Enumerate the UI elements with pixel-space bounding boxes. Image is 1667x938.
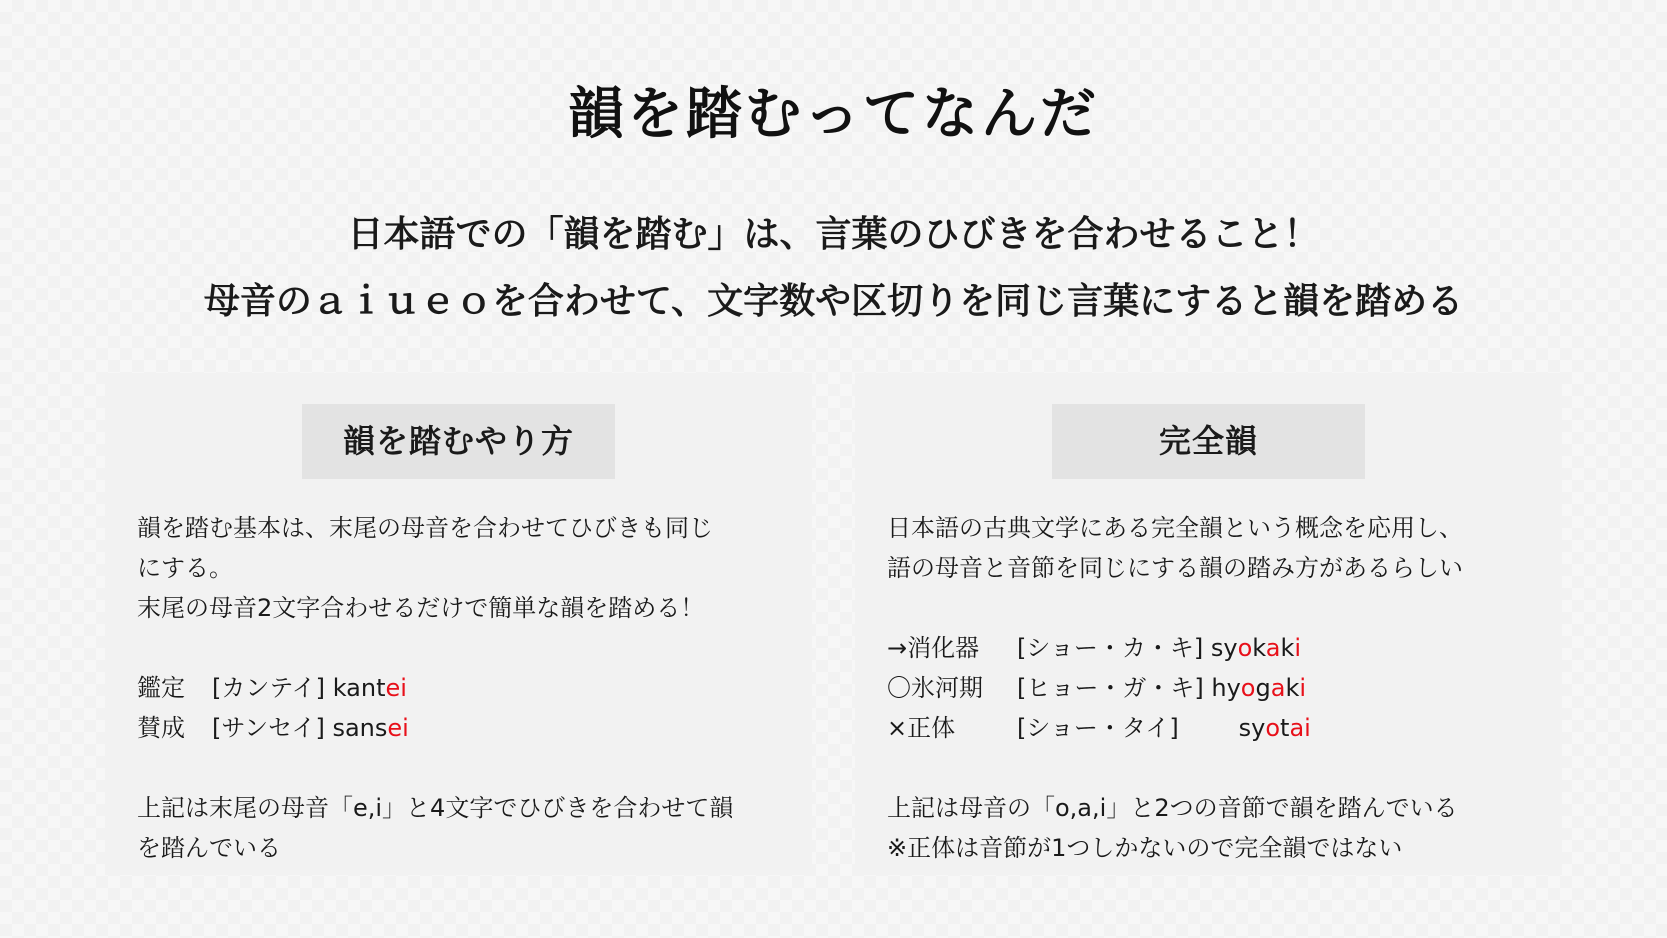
example-row bbox=[137, 708, 797, 748]
romaji-vowel-highlight: o bbox=[1237, 634, 1253, 662]
intro-line: 語の母音と音節を同じにする韻の踏み方があるらしい bbox=[887, 554, 1463, 582]
example-row bbox=[887, 668, 1547, 708]
example-row bbox=[887, 628, 1547, 668]
romaji-vowel-highlight: o bbox=[1240, 674, 1256, 702]
example-kana: [カンテイ] bbox=[212, 674, 326, 702]
intro-line: 末尾の母音2文字合わせるだけで簡単な韻を踏める！ bbox=[137, 594, 705, 622]
intro-line: 韻を踏む基本は、末尾の母音を合わせてひびきも同じ bbox=[137, 514, 713, 542]
example-romaji bbox=[333, 674, 407, 702]
rhyme-method-panel bbox=[105, 373, 812, 875]
example-term: 〇氷河期 bbox=[887, 674, 983, 702]
spacer bbox=[137, 628, 797, 668]
example-term: 賛成 bbox=[137, 714, 185, 742]
example-kana: [ショー・カ・キ] bbox=[1017, 634, 1204, 662]
perfect-rhyme-heading: 完全韻 bbox=[1052, 404, 1365, 479]
example-row bbox=[887, 708, 1547, 748]
example-romaji bbox=[1211, 634, 1301, 662]
example-kana: [サンセイ] bbox=[212, 714, 325, 742]
example-kana: [ショー・タイ] bbox=[1017, 714, 1179, 742]
romaji-consonant: k bbox=[1285, 674, 1300, 702]
perfect-rhyme-panel bbox=[855, 373, 1562, 875]
romaji-consonant: g bbox=[1255, 674, 1271, 702]
rhyme-method-heading: 韻を踏むやり方 bbox=[302, 404, 615, 479]
perfect-rhyme-body bbox=[887, 508, 1547, 868]
romaji-vowel-highlight: i bbox=[1299, 674, 1307, 702]
romaji-consonant: sy bbox=[1210, 634, 1238, 662]
romaji-plain: sans bbox=[332, 714, 388, 742]
spacer bbox=[137, 748, 797, 788]
spacer bbox=[887, 748, 1547, 788]
note-line: 上記は母音の「o,a,i」と2つの音節で韻を踏んでいる bbox=[887, 794, 1458, 822]
romaji-highlight: ei bbox=[387, 714, 409, 742]
romaji-vowel-highlight: ai bbox=[1289, 714, 1311, 742]
example-romaji bbox=[1211, 674, 1306, 702]
example-term: ×正体 bbox=[887, 714, 956, 742]
example-romaji bbox=[332, 714, 408, 742]
note-line: を踏んでいる bbox=[137, 834, 281, 862]
subtitle-line-2: 母音のａｉｕｅｏを合わせて、文字数や区切りを同じ言葉にすると韻を踏める bbox=[203, 281, 1464, 322]
example-term: 鑑定 bbox=[137, 674, 185, 702]
spacer bbox=[887, 588, 1547, 628]
note-line: 上記は末尾の母音「e,i」と4文字でひびきを合わせて韻 bbox=[137, 794, 734, 822]
romaji-consonant: k bbox=[1252, 634, 1266, 662]
romaji-vowel-highlight: i bbox=[1294, 634, 1302, 662]
romaji-consonant: sy bbox=[1238, 714, 1266, 742]
romaji-consonant: t bbox=[1280, 714, 1290, 742]
note-line: ※正体は音節が1つしかないので完全韻ではない bbox=[887, 834, 1403, 862]
example-romaji bbox=[1239, 714, 1311, 742]
romaji-vowel-highlight: a bbox=[1265, 634, 1281, 662]
rhyme-method-body bbox=[137, 508, 797, 868]
romaji-vowel-highlight: a bbox=[1270, 674, 1286, 702]
page-title: 韻を踏むってなんだ bbox=[568, 82, 1099, 147]
example-kana: [ヒョー・ガ・キ] bbox=[1017, 674, 1204, 702]
romaji-vowel-highlight: o bbox=[1265, 714, 1281, 742]
romaji-plain: kant bbox=[332, 674, 386, 702]
romaji-consonant: hy bbox=[1211, 674, 1241, 702]
example-term: →消化器 bbox=[887, 634, 980, 662]
intro-line: にする。 bbox=[137, 554, 233, 582]
intro-line: 日本語の古典文学にある完全韻という概念を応用し、 bbox=[887, 514, 1463, 542]
subtitle-line-1: 日本語での「韻を踏む」は、言葉のひびきを合わせること！ bbox=[347, 214, 1320, 255]
example-row bbox=[137, 668, 797, 708]
romaji-consonant: k bbox=[1280, 634, 1295, 662]
romaji-highlight: ei bbox=[385, 674, 407, 702]
